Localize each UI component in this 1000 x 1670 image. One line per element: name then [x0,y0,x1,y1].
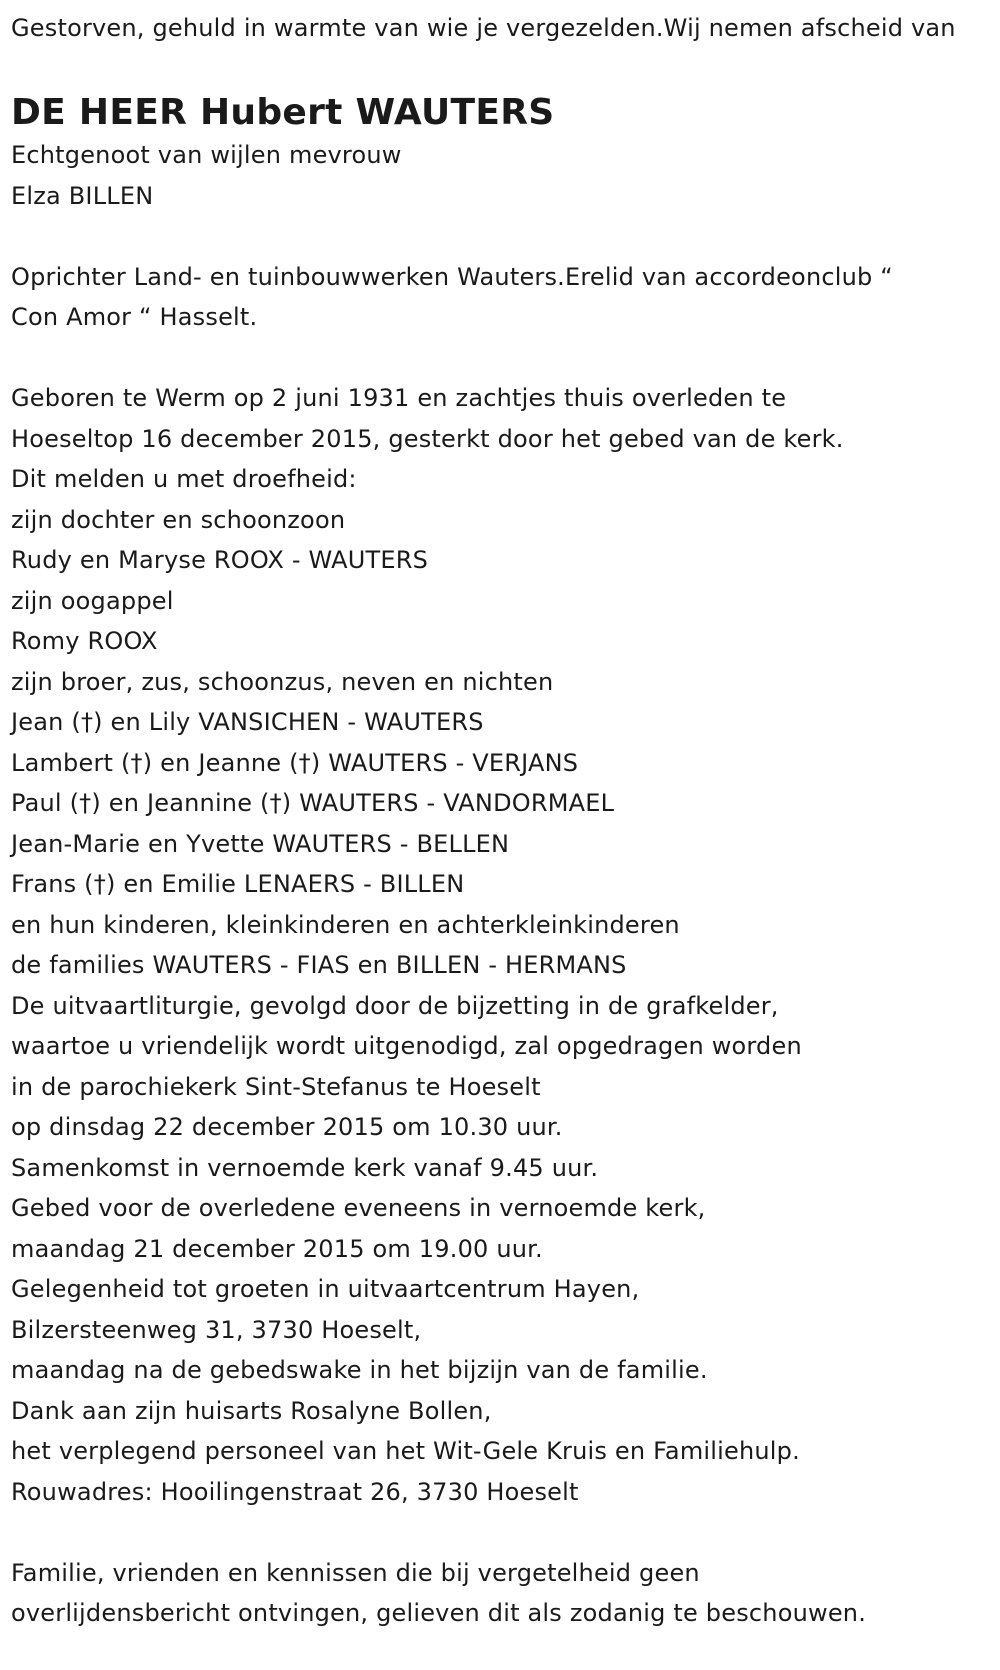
family-line: zijn oogappel [11,586,174,615]
ceremony-line: Rouwadres: Hooilingenstraat 26, 3730 Hoeselt [11,1477,579,1506]
spacer [11,216,990,257]
family-line: de families WAUTERS - FIAS en BILLEN - HERMANS [11,951,627,979]
ceremony-line: Bilzersteenweg 31, 3730 Hoeselt, [11,1315,422,1344]
ceremony-line: op dinsdag 22 december 2015 om 10.30 uur. [11,1113,563,1141]
family-line: Lambert (†) en Jeanne (†) WAUTERS - VERJANS [11,748,579,777]
family-line: Romy ROOX [11,627,158,655]
intro-text: Gestorven, gehuld in warmte van wie je vergezelden.Wij nemen afscheid van [11,14,956,42]
family-line: zijn broer, zus, schoonzus, neven en nichten [11,667,554,696]
family-line: zijn dochter en schoonzoon [11,505,346,534]
deceased-name-title: DE HEER Hubert WAUTERS [11,92,555,133]
ceremony-line: waartoe u vriendelijk wordt uitgenodigd, zal opgedragen worden [11,1032,802,1060]
roles-line-2: Con Amor “ Hasselt. [11,303,258,331]
ceremony-line: Dank aan zijn huisarts Rosalyne Bollen, [11,1396,492,1425]
ceremony-line: het verplegend personeel van het Wit-Gele Kruis en Familiehulp. [11,1437,800,1465]
ceremony-line: Gebed voor de overledene eveneens in vernoemde kerk, [11,1194,706,1222]
closing-line-1: Familie, vrienden en kennissen die bij vergetelheid geen [11,1558,700,1587]
closing-line-2: overlijdensbericht ontvingen, gelieven dit als zodanig te beschouwen. [11,1599,867,1627]
spacer [11,49,990,90]
ceremony-line: maandag 21 december 2015 om 19.00 uur. [11,1234,543,1263]
roles-line-1: Oprichter Land- en tuinbouwwerken Wauters.Erelid van accordeonclub “ [11,262,893,291]
ceremony-line: De uitvaartliturgie, gevolgd door de bijzetting in de grafkelder, [11,991,779,1020]
ceremony-line: Gelegenheid tot groeten in uitvaartcentrum Hayen, [11,1275,640,1303]
ceremony-line: Samenkomst in vernoemde kerk vanaf 9.45 uur. [11,1153,599,1182]
family-line: Jean (†) en Lily VANSICHEN - WAUTERS [11,708,484,736]
spacer [11,338,990,379]
birth-death-line-2: Hoeseltop 16 december 2015, gesterkt door het gebed van de kerk. [11,424,844,453]
family-line: Rudy en Maryse ROOX - WAUTERS [11,546,429,574]
ceremony-line: maandag na de gebedswake in het bijzijn van de familie. [11,1356,708,1384]
spacer [11,1512,990,1553]
announce-line: Dit melden u met droefheid: [11,465,357,493]
ceremony-line: in de parochiekerk Sint-Stefanus te Hoeselt [11,1072,541,1101]
spouse-line-1: Echtgenoot van wijlen mevrouw [11,141,402,169]
birth-death-line-1: Geboren te Werm op 2 juni 1931 en zachtjes thuis overleden te [11,384,787,412]
family-line: Frans (†) en Emilie LENAERS - BILLEN [11,870,465,898]
family-line: en hun kinderen, kleinkinderen en achterkleinkinderen [11,910,680,939]
family-line: Paul (†) en Jeannine (†) WAUTERS - VANDORMAEL [11,789,615,817]
spouse-line-2: Elza BILLEN [11,181,154,210]
family-line: Jean-Marie en Yvette WAUTERS - BELLEN [11,829,510,858]
